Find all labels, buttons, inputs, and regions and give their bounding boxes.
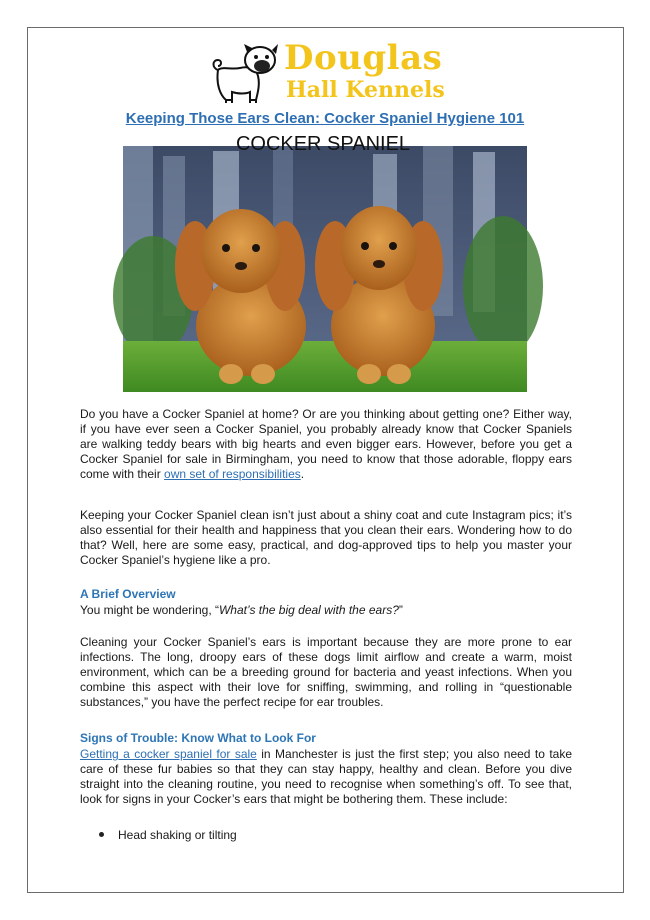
list-item: Head shaking or tilting: [99, 828, 237, 842]
paragraph-why-clean: Cleaning your Cocker Spaniel’s ears is important because they are more prone to ear infections. The long, droopy ears of these dogs limit airflow and create a warm, moist environment, which can be a breeding ground for bacteria and yeast infections. When you combine this aspect with their love for sniffing, swimming, and rolling in “questionable substances,” you have the perfect recipe for ear troubles.: [80, 635, 572, 709]
heading-signs-of-trouble: Signs of Trouble: Know What to Look For: [80, 731, 316, 745]
heading-brief-overview: A Brief Overview: [80, 587, 176, 601]
article-title[interactable]: Keeping Those Ears Clean: Cocker Spaniel Hygiene 101: [125, 110, 525, 127]
paragraph-intro: Do you have a Cocker Spaniel at home? Or are you thinking about getting one? Either way, if you have ever seen a Cocker Spaniel, you probably already know that Cocker Spaniels are walking teddy bears with big hearts and even bigger ears. However, before you get a Cocker Spaniel for sale in Birmingham, you need to know that those adorable, floppy ears come with their own set of responsibilities.: [80, 407, 572, 481]
paragraph-big-deal: You might be wondering, “What’s the big deal with the ears?”: [80, 603, 403, 617]
pug-logo-icon: [210, 40, 282, 104]
photo-banner-text: COCKER SPANIEL: [235, 133, 411, 155]
cocker-spaniel-photo: [123, 133, 527, 392]
paragraph-signs: Getting a cocker spaniel for sale in Manchester is just the first step; you also need to take care of these fur babies so that they can stay happy, healthy and clean. Before you dive straight into the cleaning routine, you need to recognise when something’s off. To see that, look for signs in your Cocker’s ears that might be bothering them. These include:: [80, 747, 573, 806]
brand-name-line1: Douglas: [284, 38, 443, 78]
brand-logo: [210, 40, 450, 104]
getting-cocker-spaniel-link[interactable]: Getting a cocker spaniel for sale: [80, 747, 257, 761]
bullet-icon: [99, 832, 104, 837]
brand-name-line2: Hall Kennels: [286, 77, 445, 103]
paragraph-keeping-clean: Keeping your Cocker Spaniel clean isn’t just about a shiny coat and cute Instagram pics; it’s also essential for their health and happiness that you clean their ears. Wondering how to do that? Well, here are some easy, practical, and dog-approved tips to help you master your Cocker Spaniel’s hygiene like a pro.: [80, 508, 572, 567]
own-responsibilities-link[interactable]: own set of responsibilities: [164, 467, 301, 481]
